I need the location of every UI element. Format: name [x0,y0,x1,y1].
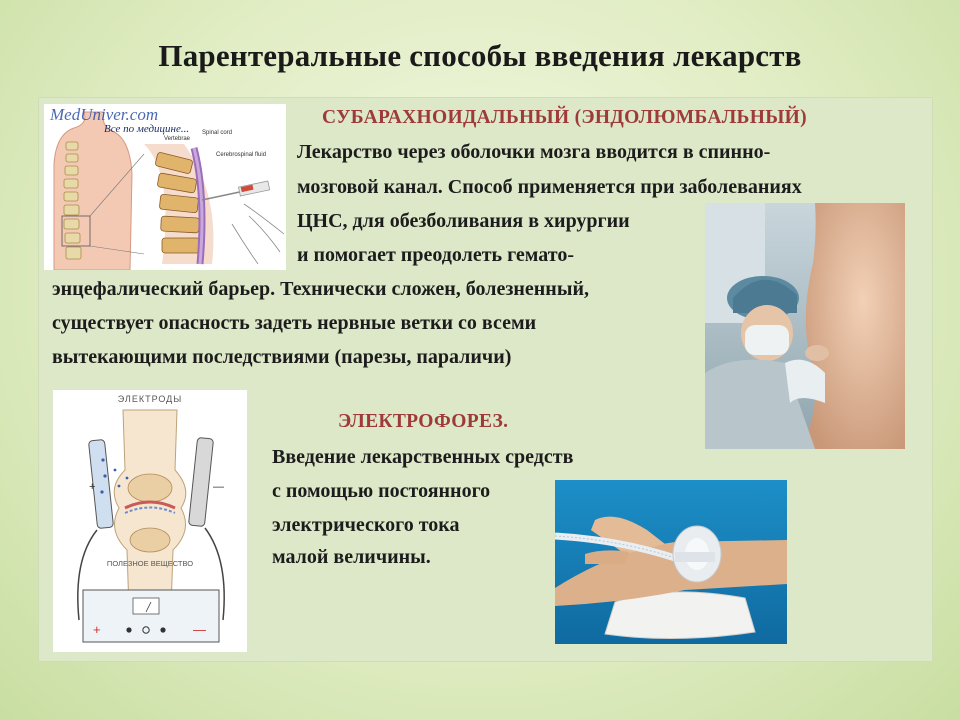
section1-line-1: Лекарство через оболочки мозга вводится в спинно- [297,141,771,163]
electrode-plus-sign: + [89,481,96,493]
slide-title: Парентеральные способы введения лекарств [158,38,802,73]
lumbar-puncture-photo-graphic [705,203,905,449]
section2-line-2: с помощью постоянного [272,480,491,502]
section2-line-1: Введение лекарственных средств [272,446,574,468]
section1-line-5: энцефалический барьер. Технически сложен, болезненный, [52,278,589,300]
label-spinal-cord: Spinal cord [202,130,233,136]
section1-line-3: ЦНС, для обезболивания в хирургии [297,210,630,232]
electrophoresis-arm-photo [555,480,787,644]
substance-label: ПОЛЕЗНОЕ ВЕЩЕСТВО [106,559,194,568]
watermark-text: MedUniver.com [50,105,159,124]
section1-line-2: мозговой канал. Способ применяется при заболеваниях [297,176,802,198]
electrophoresis-arm-photo-graphic [555,480,787,644]
device-minus-terminal: — [193,622,206,637]
section2-line-3: электрического тока [272,514,460,536]
electrode-minus-sign: — [213,481,224,493]
electrophoresis-diagram [53,390,247,652]
section2-line-4: малой величины. [272,546,431,568]
section2-heading: ЭЛЕКТРОФОРЕЗ. [338,411,509,432]
label-vertebrae: Vertebrae [164,136,191,142]
watermark-subtext: Все по медицине... [104,123,190,135]
section1-line-4: и помогает преодолеть гемато- [297,244,574,266]
section1-line-7: вытекающими последствиями (парезы, параличи) [52,346,512,368]
spine-diagram-graphic [44,104,286,270]
spine-puncture-illustration [44,104,286,270]
section1-line-6: существует опасность задеть нервные ветки со всеми [52,312,537,334]
label-csf: Cerebrospinal fluid [216,152,267,158]
electrophoresis-diagram-graphic [53,390,247,652]
section1-heading: СУБАРАХНОИДАЛЬНЫЙ (ЭНДОЛЮМБАЛЬНЫЙ) [322,107,807,128]
electrodes-label: ЭЛЕКТРОДЫ [117,394,183,404]
device-plus-terminal: + [93,622,101,637]
lumbar-puncture-photo [705,203,905,449]
